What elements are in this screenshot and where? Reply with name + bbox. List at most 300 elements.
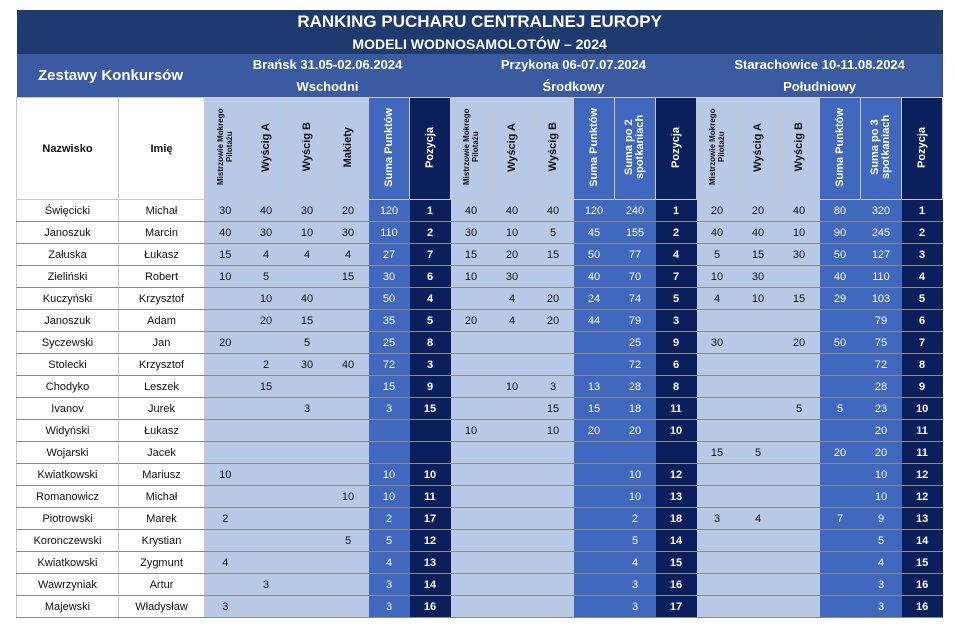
cell-event-1-pozycja: 14 [410,574,451,596]
cell-event-2-mmp [451,376,492,398]
cell-event-2-suma-po-2: 20 [615,420,656,442]
cell-event-1-suma-punktow: 3 [369,398,410,420]
cell-event-1-mmp: 20 [205,332,246,354]
cell-event-1-wyscig-b [287,420,328,442]
cell-event-2-suma-po-2: 70 [615,266,656,288]
cell-event-3-mmp [697,596,738,618]
cell-event-2-suma-punktow [574,486,615,508]
cell-event-3-pozycja: 6 [902,310,943,332]
cell-event-2-suma-punktow [574,508,615,530]
firstname-cell: Marek [119,508,205,530]
cell-event-1-wyscig-b [287,596,328,618]
firstname-cell: Adam [119,310,205,332]
cell-event-3-wyscig-a [738,574,779,596]
cell-event-2-pozycja: 4 [656,244,697,266]
header-event-1-makiety [328,98,369,200]
cell-event-2-suma-punktow: 24 [574,288,615,310]
cell-event-1-makiety [328,574,369,596]
cell-event-1-wyscig-b [287,464,328,486]
cell-event-1-wyscig-b [287,486,328,508]
cell-event-1-suma-punktow: 4 [369,552,410,574]
cell-event-1-pozycja: 9 [410,376,451,398]
cell-event-3-wyscig-b [779,376,820,398]
cell-event-1-makiety [328,442,369,464]
cell-event-3-wyscig-a: 20 [738,200,779,222]
cell-event-3-suma-punktow: 5 [820,398,861,420]
cell-event-1-pozycja: 10 [410,464,451,486]
cell-event-1-makiety: 5 [328,530,369,552]
cell-event-1-makiety: 4 [328,244,369,266]
cell-event-3-pozycja: 11 [902,442,943,464]
cell-event-2-wyscig-a [492,420,533,442]
cell-event-1-makiety [328,332,369,354]
cell-event-1-mmp [205,288,246,310]
cell-event-3-mmp [697,552,738,574]
table-row [17,244,943,266]
firstname-cell: Marcin [119,222,205,244]
cell-event-2-wyscig-a [492,354,533,376]
cell-event-2-wyscig-a: 30 [492,266,533,288]
cell-event-2-suma-punktow: 50 [574,244,615,266]
surname-cell: Zieliński [17,266,119,288]
cell-event-1-wyscig-a [246,530,287,552]
cell-event-3-suma-po-3: 9 [861,508,902,530]
firstname-cell: Artur [119,574,205,596]
cell-event-2-wyscig-a [492,596,533,618]
header-label: Suma Punktów [833,107,846,187]
cell-event-2-suma-po-2: 2 [615,508,656,530]
surname-cell: Romanowicz [17,486,119,508]
cell-event-3-suma-po-3: 110 [861,266,902,288]
cell-event-2-pozycja: 17 [656,596,697,618]
cell-event-3-suma-po-3: 10 [861,464,902,486]
cell-event-2-wyscig-b [533,486,574,508]
cell-event-3-wyscig-a: 15 [738,244,779,266]
firstname-cell: Michał [119,200,205,222]
cell-event-1-mmp [205,486,246,508]
cell-event-1-makiety [328,398,369,420]
cell-event-1-wyscig-a [246,398,287,420]
cell-event-3-mmp [697,486,738,508]
cell-event-3-wyscig-b [779,464,820,486]
cell-event-2-mmp: 10 [451,420,492,442]
cell-event-3-suma-punktow [820,310,861,332]
section-label: Zestawy Konkursów [17,54,205,98]
header-event-2-wyscig-a [492,98,533,200]
firstname-cell: Jurek [119,398,205,420]
cell-event-3-wyscig-a: 10 [738,288,779,310]
table-row [17,354,943,376]
cell-event-1-makiety [328,464,369,486]
cell-event-1-makiety [328,508,369,530]
cell-event-2-suma-po-2: 74 [615,288,656,310]
ranking-rows [17,200,943,618]
cell-event-3-suma-po-3: 4 [861,552,902,574]
cell-event-1-pozycja [410,420,451,442]
header-event-1-wyscig-b [287,98,328,200]
cell-event-3-pozycja: 3 [902,244,943,266]
cell-event-3-wyscig-b: 15 [779,288,820,310]
cell-event-3-mmp: 30 [697,332,738,354]
cell-event-2-suma-po-2: 25 [615,332,656,354]
cell-event-2-suma-punktow: 13 [574,376,615,398]
cell-event-3-suma-punktow: 20 [820,442,861,464]
cell-event-1-pozycja: 13 [410,552,451,574]
cell-event-3-mmp [697,464,738,486]
cell-event-2-suma-po-2: 3 [615,574,656,596]
cell-event-2-wyscig-a: 4 [492,288,533,310]
cell-event-2-suma-punktow: 20 [574,420,615,442]
cell-event-1-makiety: 15 [328,266,369,288]
cell-event-2-wyscig-b: 40 [533,200,574,222]
cell-event-1-pozycja: 2 [410,222,451,244]
header-event-1-wyscig-a [246,98,287,200]
cell-event-2-wyscig-a: 10 [492,376,533,398]
cell-event-2-mmp [451,354,492,376]
firstname-cell: Krzysztof [119,288,205,310]
header-event-1-pozycja [410,98,451,200]
cell-event-2-wyscig-a [492,398,533,420]
cell-event-1-wyscig-b [287,266,328,288]
cell-event-1-wyscig-b: 4 [287,244,328,266]
cell-event-1-wyscig-b [287,552,328,574]
cell-event-3-wyscig-b [779,552,820,574]
cell-event-1-pozycja: 6 [410,266,451,288]
cell-event-3-suma-punktow: 50 [820,332,861,354]
cell-event-3-suma-po-3: 79 [861,310,902,332]
cell-event-3-wyscig-a: 4 [738,508,779,530]
table-row [17,486,943,508]
cell-event-2-suma-po-2: 79 [615,310,656,332]
header-event-3-wyscig-b [779,98,820,200]
cell-event-1-pozycja: 16 [410,596,451,618]
cell-event-3-suma-po-3: 245 [861,222,902,244]
firstname-cell: Krzysztof [119,354,205,376]
cell-event-3-pozycja: 13 [902,508,943,530]
cell-event-3-wyscig-a [738,332,779,354]
cell-event-2-wyscig-a: 4 [492,310,533,332]
cell-event-1-wyscig-b: 5 [287,332,328,354]
cell-event-1-makiety: 40 [328,354,369,376]
cell-event-1-suma-punktow: 3 [369,596,410,618]
header-firstname: Imię [119,98,205,200]
cell-event-1-pozycja: 3 [410,354,451,376]
cell-event-2-wyscig-b [533,442,574,464]
cell-event-3-mmp [697,420,738,442]
cell-event-2-suma-po-2: 18 [615,398,656,420]
cell-event-2-suma-po-2: 10 [615,486,656,508]
cell-event-2-wyscig-a [492,530,533,552]
cell-event-2-suma-po-2: 10 [615,464,656,486]
header-event-3-mmp [697,98,738,200]
cell-event-3-suma-po-3: 10 [861,486,902,508]
surname-cell: Janoszuk [17,310,119,332]
surname-cell: Widyński [17,420,119,442]
cell-event-2-pozycja: 5 [656,288,697,310]
header-label: Wyścig B [546,122,559,172]
cell-event-1-suma-punktow: 72 [369,354,410,376]
cell-event-3-suma-punktow: 40 [820,266,861,288]
surname-cell: Syczewski [17,332,119,354]
cell-event-1-mmp [205,310,246,332]
header-label: Wyścig A [751,122,764,172]
cell-event-3-pozycja: 16 [902,574,943,596]
cell-event-3-wyscig-a [738,596,779,618]
cell-event-3-suma-punktow: 90 [820,222,861,244]
cell-event-1-wyscig-b [287,442,328,464]
firstname-cell: Leszek [119,376,205,398]
cell-event-2-suma-po-2: 28 [615,376,656,398]
cell-event-3-wyscig-b: 40 [779,200,820,222]
cell-event-2-suma-punktow [574,442,615,464]
cell-event-1-pozycja: 8 [410,332,451,354]
event-1-region: Wschodni [205,76,451,98]
cell-event-1-suma-punktow: 120 [369,200,410,222]
title-line-2: MODELI WODNOSAMOLOTÓW – 2024 [17,34,943,54]
cell-event-2-suma-punktow: 120 [574,200,615,222]
cell-event-3-pozycja: 1 [902,200,943,222]
cell-event-3-suma-punktow [820,376,861,398]
header-label: Wyścig A [259,122,272,172]
cell-event-2-mmp [451,332,492,354]
cell-event-1-wyscig-a [246,420,287,442]
cell-event-1-pozycja: 17 [410,508,451,530]
cell-event-2-pozycja: 16 [656,574,697,596]
cell-event-2-pozycja: 18 [656,508,697,530]
cell-event-3-wyscig-b [779,530,820,552]
cell-event-1-suma-punktow: 10 [369,486,410,508]
cell-event-2-wyscig-a: 20 [492,244,533,266]
cell-event-2-pozycja: 3 [656,310,697,332]
cell-event-3-suma-po-3: 72 [861,354,902,376]
surname-cell: Wawrzyniak [17,574,119,596]
cell-event-1-suma-punktow: 50 [369,288,410,310]
cell-event-2-mmp [451,552,492,574]
cell-event-3-wyscig-a: 5 [738,442,779,464]
cell-event-2-wyscig-a [492,574,533,596]
cell-event-2-wyscig-b [533,464,574,486]
surname-cell: Kuczyński [17,288,119,310]
cell-event-2-mmp [451,464,492,486]
cell-event-3-pozycja: 10 [902,398,943,420]
cell-event-1-wyscig-a [246,332,287,354]
cell-event-3-pozycja: 12 [902,486,943,508]
cell-event-1-pozycja [410,442,451,464]
cell-event-1-mmp: 3 [205,596,246,618]
cell-event-2-mmp: 20 [451,310,492,332]
cell-event-3-suma-punktow [820,354,861,376]
cell-event-1-wyscig-a: 20 [246,310,287,332]
cell-event-1-mmp [205,530,246,552]
header-label: Suma Punktów [382,107,395,187]
cell-event-3-wyscig-a [738,354,779,376]
cell-event-2-wyscig-b [533,508,574,530]
cell-event-2-pozycja: 10 [656,420,697,442]
header-event-2-wyscig-b [533,98,574,200]
cell-event-2-wyscig-a [492,552,533,574]
cell-event-1-pozycja: 12 [410,530,451,552]
cell-event-1-makiety [328,420,369,442]
cell-event-3-wyscig-a [738,376,779,398]
cell-event-1-pozycja: 7 [410,244,451,266]
table-row [17,464,943,486]
cell-event-1-wyscig-b: 15 [287,310,328,332]
cell-event-2-wyscig-b: 20 [533,288,574,310]
cell-event-3-wyscig-b [779,508,820,530]
cell-event-2-suma-punktow [574,530,615,552]
firstname-cell: Jan [119,332,205,354]
cell-event-2-wyscig-a: 40 [492,200,533,222]
cell-event-3-mmp: 20 [697,200,738,222]
cell-event-3-wyscig-a: 30 [738,266,779,288]
cell-event-2-wyscig-b: 3 [533,376,574,398]
cell-event-1-suma-punktow: 110 [369,222,410,244]
cell-event-2-pozycja: 13 [656,486,697,508]
cell-event-1-wyscig-a: 3 [246,574,287,596]
header-label: Pozycja [423,126,436,168]
cell-event-3-suma-punktow [820,530,861,552]
cell-event-3-suma-punktow [820,574,861,596]
cell-event-2-suma-punktow [574,552,615,574]
cell-event-1-wyscig-a [246,442,287,464]
cell-event-2-pozycja: 1 [656,200,697,222]
cell-event-3-suma-punktow [820,596,861,618]
cell-event-2-wyscig-b [533,596,574,618]
cell-event-2-mmp [451,574,492,596]
cell-event-3-mmp: 40 [697,222,738,244]
surname-cell: Załuska [17,244,119,266]
header-label: Wyścig B [792,122,805,172]
header-label: Pozycja [915,126,928,168]
cell-event-1-makiety: 10 [328,486,369,508]
surname-cell: Piotrowski [17,508,119,530]
cell-event-1-suma-punktow: 10 [369,464,410,486]
header-event-2-pozycja [656,98,697,200]
cell-event-2-suma-po-2: 3 [615,596,656,618]
cell-event-3-suma-po-3: 3 [861,596,902,618]
event-3-region: Południowy [697,76,943,98]
ranking-table [16,10,943,618]
firstname-cell: Władysław [119,596,205,618]
cell-event-3-wyscig-b [779,486,820,508]
cell-event-3-suma-po-3: 23 [861,398,902,420]
cell-event-1-wyscig-b [287,376,328,398]
cell-event-2-wyscig-a [492,508,533,530]
cell-event-2-suma-po-2 [615,442,656,464]
cell-event-1-wyscig-b: 10 [287,222,328,244]
cell-event-2-pozycja: 8 [656,376,697,398]
cell-event-3-suma-punktow [820,420,861,442]
cell-event-2-pozycja: 14 [656,530,697,552]
cell-event-3-pozycja: 5 [902,288,943,310]
firstname-cell: Zygmunt [119,552,205,574]
cell-event-1-mmp [205,442,246,464]
cell-event-3-suma-po-3: 20 [861,442,902,464]
cell-event-2-mmp [451,442,492,464]
cell-event-2-wyscig-b: 15 [533,398,574,420]
surname-cell: Majewski [17,596,119,618]
header-event-3-wyscig-a [738,98,779,200]
cell-event-1-pozycja: 11 [410,486,451,508]
cell-event-2-suma-punktow [574,574,615,596]
cell-event-1-wyscig-a [246,552,287,574]
cell-event-1-suma-punktow: 25 [369,332,410,354]
header-label: Pozycja [669,126,682,168]
cell-event-3-pozycja: 4 [902,266,943,288]
table-row [17,398,943,420]
cell-event-3-mmp: 5 [697,244,738,266]
cell-event-3-suma-po-3: 320 [861,200,902,222]
cell-event-3-suma-po-3: 127 [861,244,902,266]
cell-event-1-wyscig-a [246,596,287,618]
table-row [17,288,943,310]
cell-event-1-makiety: 30 [328,222,369,244]
cell-event-3-wyscig-a [738,552,779,574]
cell-event-3-wyscig-b [779,420,820,442]
cell-event-3-wyscig-b [779,596,820,618]
table-row [17,442,943,464]
table-row [17,574,943,596]
cell-event-1-wyscig-b: 30 [287,200,328,222]
cell-event-1-mmp: 10 [205,266,246,288]
surname-cell: Koronczewski [17,530,119,552]
header-event-3-suma-punktow [820,98,861,200]
cell-event-1-suma-punktow: 15 [369,376,410,398]
cell-event-3-wyscig-a: 40 [738,222,779,244]
cell-event-2-suma-po-2: 72 [615,354,656,376]
surname-cell: Wojarski [17,442,119,464]
cell-event-3-pozycja: 11 [902,420,943,442]
header-label: Suma po 3 spotkaniach [869,114,892,180]
cell-event-3-mmp [697,310,738,332]
firstname-cell: Jacek [119,442,205,464]
firstname-cell: Łukasz [119,420,205,442]
table-row [17,530,943,552]
cell-event-1-wyscig-a: 4 [246,244,287,266]
cell-event-2-suma-punktow: 45 [574,222,615,244]
cell-event-3-wyscig-a [738,398,779,420]
cell-event-2-suma-po-2: 240 [615,200,656,222]
cell-event-1-makiety [328,376,369,398]
table-row [17,552,943,574]
cell-event-1-wyscig-b: 30 [287,354,328,376]
cell-event-1-pozycja: 4 [410,288,451,310]
event-2-name: Przykona 06-07.07.2024 [451,54,697,76]
cell-event-1-pozycja: 1 [410,200,451,222]
cell-event-1-mmp: 15 [205,244,246,266]
header-event-3-pozycja [902,98,943,200]
cell-event-2-wyscig-b [533,332,574,354]
cell-event-2-pozycja: 15 [656,552,697,574]
cell-event-2-suma-punktow: 15 [574,398,615,420]
cell-event-2-suma-punktow [574,332,615,354]
surname-cell: Święcicki [17,200,119,222]
cell-event-3-wyscig-b: 30 [779,244,820,266]
cell-event-2-wyscig-b [533,552,574,574]
cell-event-2-wyscig-a [492,464,533,486]
cell-event-1-wyscig-b [287,530,328,552]
cell-event-2-suma-punktow [574,464,615,486]
cell-event-3-mmp: 10 [697,266,738,288]
cell-event-2-mmp [451,486,492,508]
cell-event-3-pozycja: 15 [902,552,943,574]
cell-event-2-pozycja: 9 [656,332,697,354]
firstname-cell: Michał [119,486,205,508]
table-row [17,222,943,244]
cell-event-1-mmp [205,574,246,596]
cell-event-1-pozycja: 5 [410,310,451,332]
header-label: Makiety [341,126,354,168]
